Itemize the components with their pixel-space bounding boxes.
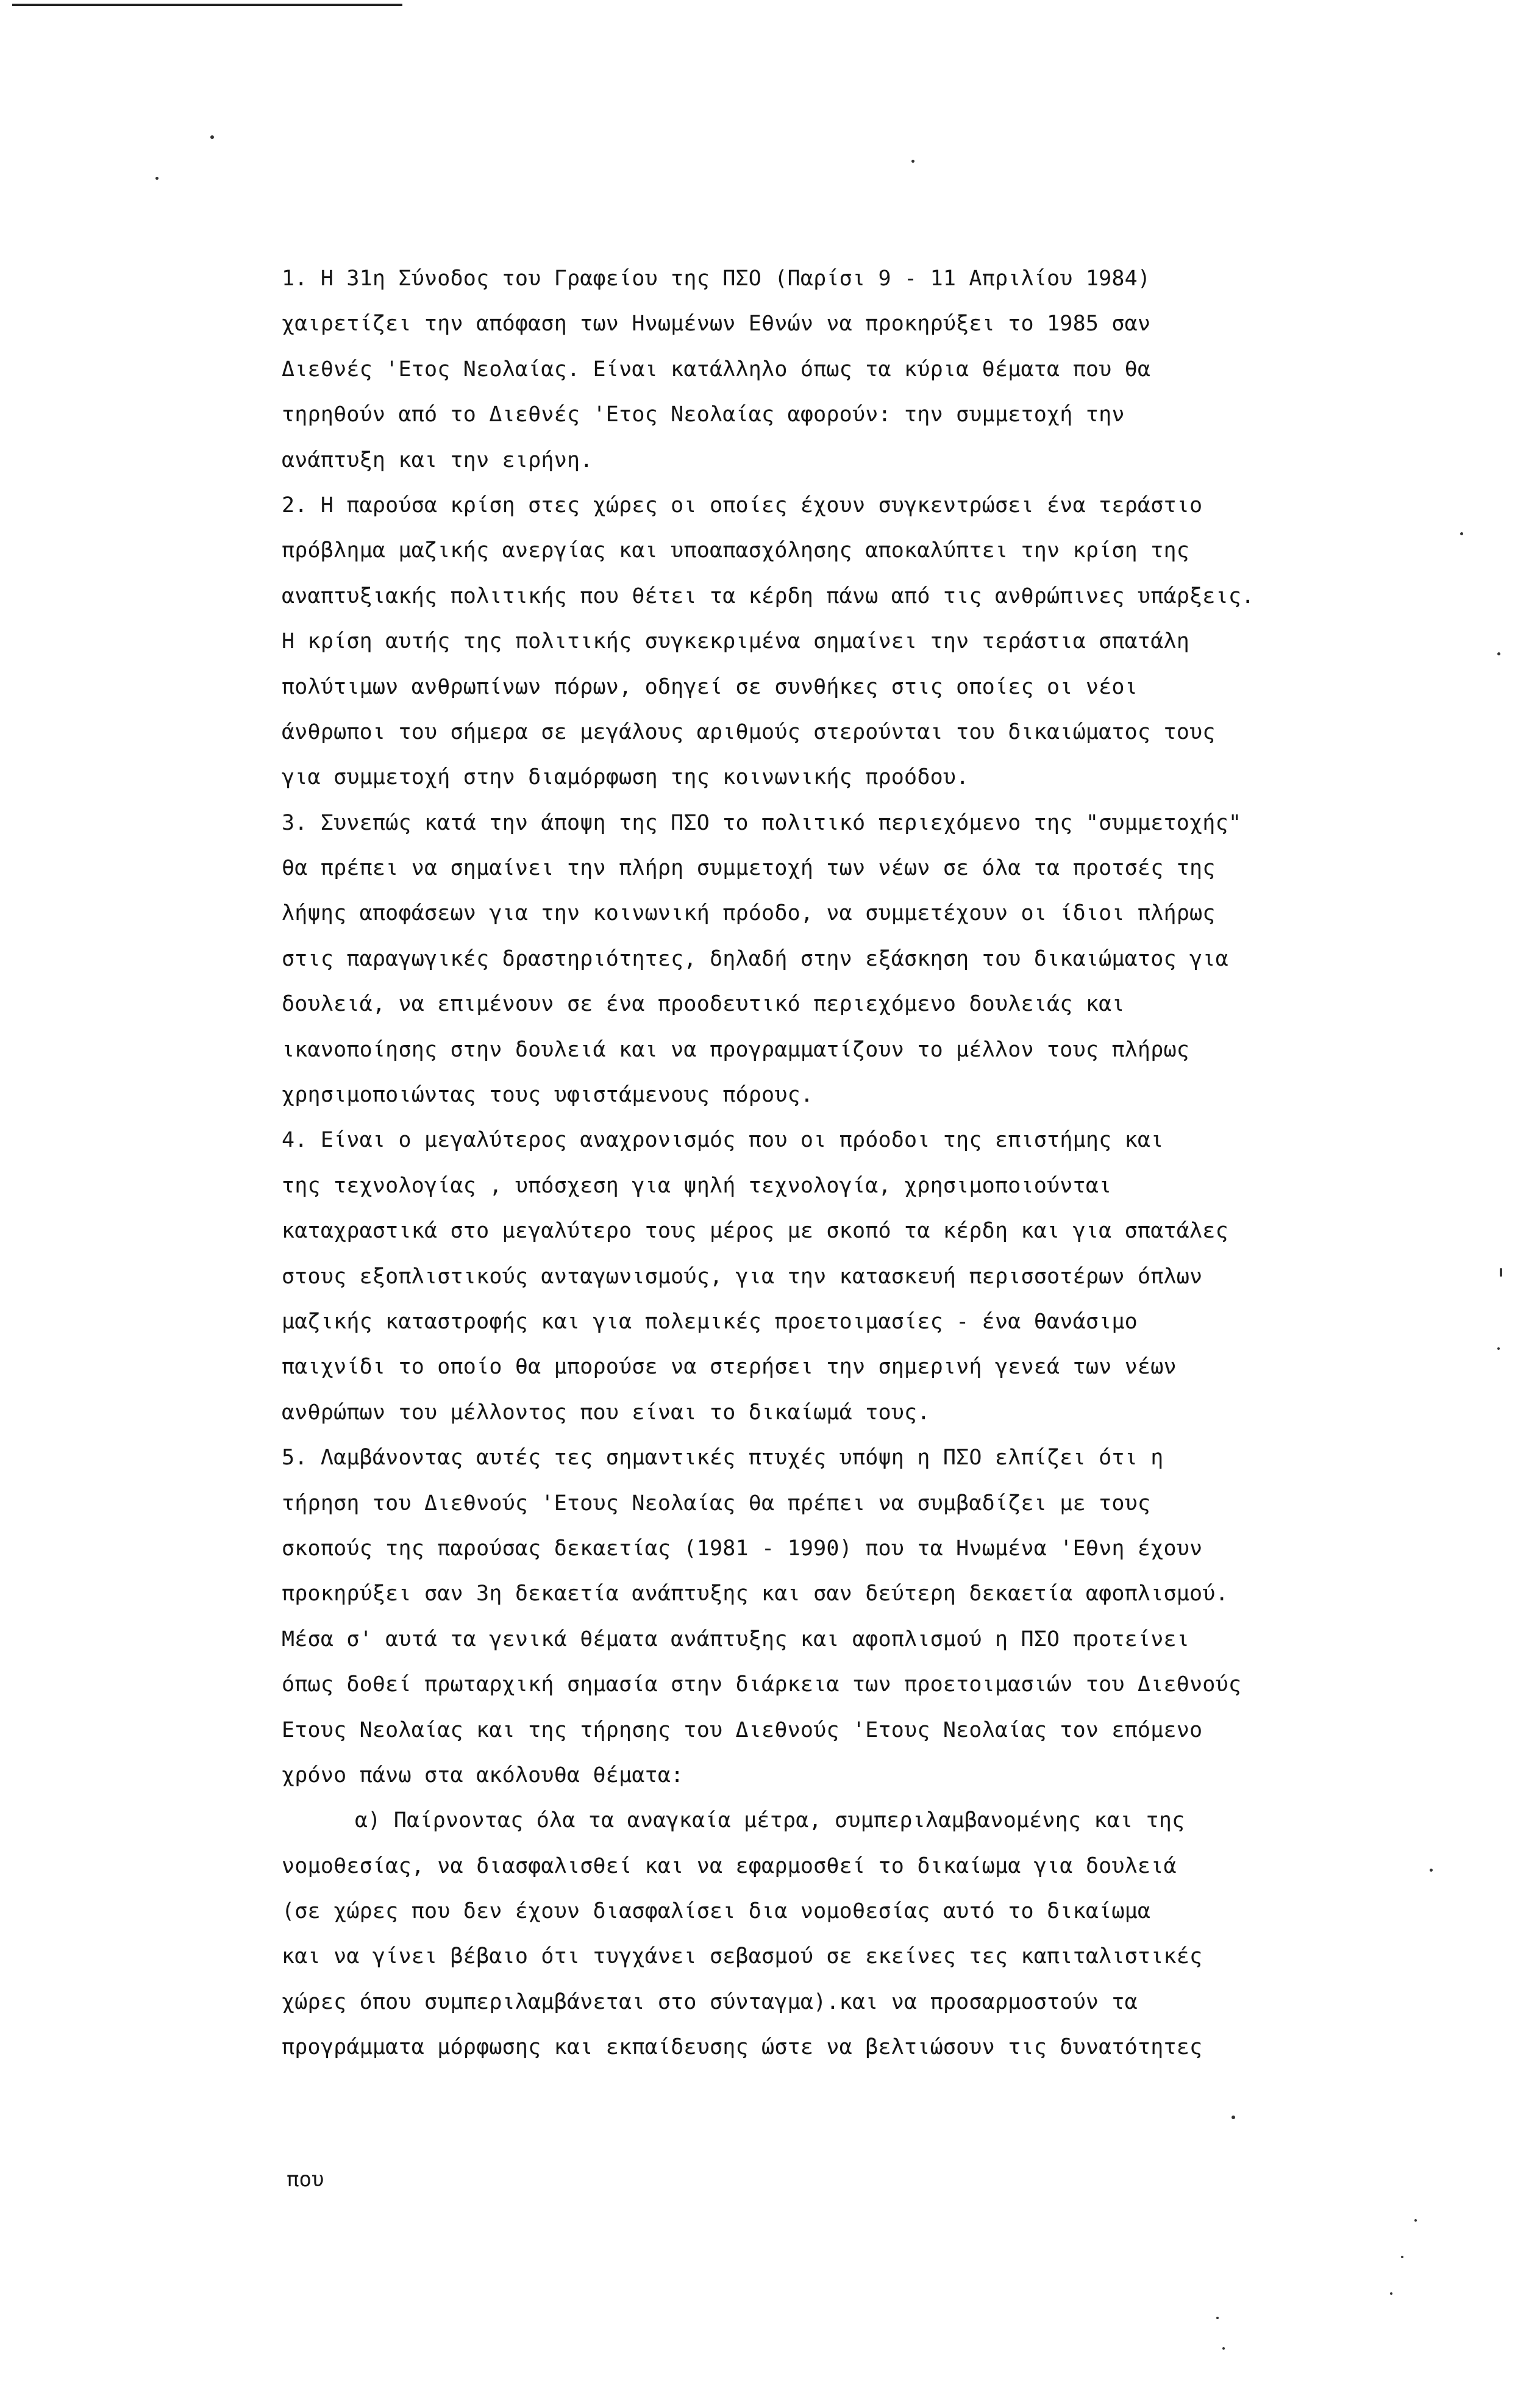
text-line: μαζικής καταστροφής και για πολεμικές προετοιμασίες - ένα θανάσιμο xyxy=(282,1309,1138,1334)
text-line: δουλειά, να επιμένουν σε ένα προοδευτικό περιεχόμενο δουλειάς και xyxy=(282,992,1125,1017)
text-line: τήρηση του Διεθνούς 'Ετους Νεολαίας θα πρέπει να συμβαδίζει με τους xyxy=(282,1491,1151,1516)
text-line: χώρες όπου συμπεριλαμβάνεται στο σύνταγμα).και να προσαρμοστούν τα xyxy=(282,1989,1138,2014)
text-line: στις παραγωγικές δραστηριότητες, δηλαδή στην εξάσκηση του δικαιώματος για xyxy=(282,946,1228,971)
text-line: ανθρώπων του μέλλοντος που είναι το δικαίωμά τους. xyxy=(282,1400,930,1425)
scan-speck xyxy=(1232,2116,1235,2119)
text-line: (σε χώρες που δεν έχουν διασφαλίσει δια νομοθεσίας αυτό το δικαίωμα xyxy=(282,1899,1151,1924)
text-line: Ετους Νεολαίας και της τήρησης του Διεθνούς 'Ετους Νεολαίας τον επόμενο xyxy=(282,1717,1203,1742)
text-line: καταχραστικά στο μεγαλύτερο τους μέρος με σκοπό τα κέρδη και για σπατάλες xyxy=(282,1219,1228,1244)
text-line: θα πρέπει να σημαίνει την πλήρη συμμετοχή των νέων σε όλα τα προτσές της xyxy=(282,856,1216,881)
text-line: νομοθεσίας, να διασφαλισθεί και να εφαρμοσθεί το δικαίωμα για δουλειά xyxy=(282,1853,1177,1878)
continuation-mark: που xyxy=(287,2167,324,2192)
text-line: σκοπούς της παρούσας δεκαετίας (1981 - 1990) που τα Ηνωμένα 'Εθνη έχουν xyxy=(282,1536,1203,1561)
scan-speck xyxy=(1414,2219,1417,2222)
scan-speck xyxy=(210,135,214,139)
text-line: 5. Λαμβάνοντας αυτές τες σημαντικές πτυχές υπόψη η ΠΣΟ ελπίζει ότι η xyxy=(282,1446,1164,1471)
text-line: προκηρύξει σαν 3η δεκαετία ανάπτυξης και σαν δεύτερη δεκαετία αφοπλισμού. xyxy=(282,1581,1228,1606)
text-line: χαιρετίζει την απόφαση των Ηνωμένων Εθνών να προκηρύξει το 1985 σαν xyxy=(282,312,1151,337)
top-rule xyxy=(12,4,402,6)
text-line: της τεχνολογίας , υπόσχεση για ψηλή τεχνολογία, χρησιμοποιούνται xyxy=(282,1173,1112,1198)
text-line: Μέσα σ' αυτά τα γενικά θέματα ανάπτυξης και αφοπλισμού η ΠΣΟ προτείνει xyxy=(282,1627,1190,1652)
text-line: 4. Είναι ο μεγαλύτερος αναχρονισμός που οι πρόοδοι της επιστήμης και xyxy=(282,1128,1164,1153)
text-line: 1. Η 31η Σύνοδος του Γραφείου της ΠΣΟ (Παρίσι 9 - 11 Απριλίου 1984) xyxy=(282,266,1151,291)
text-line: όπως δοθεί πρωταρχική σημασία στην διάρκεια των προετοιμασιών του Διεθνούς xyxy=(282,1672,1242,1697)
scan-speck xyxy=(911,160,914,163)
text-line: προγράμματα μόρφωσης και εκπαίδευσης ώστε να βελτιώσουν τις δυνατότητες xyxy=(282,2035,1203,2060)
text-line: 3. Συνεπώς κατά την άποψη της ΠΣΟ το πολιτικό περιεχόμενο της "συμμετοχής" xyxy=(282,810,1242,835)
text-line: ικανοποίησης στην δουλειά και να προγραμματίζουν το μέλλον τους πλήρως xyxy=(282,1037,1190,1062)
scan-speck xyxy=(1460,532,1463,535)
scan-speck xyxy=(1430,1869,1433,1872)
scan-speck xyxy=(1497,1347,1500,1350)
text-line: α) Παίρνοντας όλα τα αναγκαία μέτρα, συμπεριλαμβανομένης και της xyxy=(355,1808,1185,1833)
text-line: ανάπτυξη και την ειρήνη. xyxy=(282,447,593,472)
text-line: άνθρωποι του σήμερα σε μεγάλους αριθμούς στερούνται του δικαιώματος τους xyxy=(282,719,1216,744)
text-line: στους εξοπλιστικούς ανταγωνισμούς, για την κατασκευή περισσοτέρων όπλων xyxy=(282,1264,1203,1289)
document-body xyxy=(282,256,1440,2070)
text-line: για συμμετοχή στην διαμόρφωση της κοινωνικής προόδου. xyxy=(282,765,969,790)
scan-speck xyxy=(1390,2292,1392,2295)
scan-speck xyxy=(1401,2256,1403,2258)
text-line: αναπτυξιακής πολιτικής που θέτει τα κέρδη πάνω από τις ανθρώπινες υπάρξεις. xyxy=(282,583,1255,608)
text-line: χρησιμοποιώντας τους υφιστάμενους πόρους. xyxy=(282,1083,814,1108)
scan-speck xyxy=(1222,2347,1225,2350)
text-line: χρόνο πάνω στα ακόλουθα θέματα: xyxy=(282,1763,684,1788)
text-line: Η κρίση αυτής της πολιτικής συγκεκριμένα σημαίνει την τεράστια σπατάλη xyxy=(282,629,1190,654)
text-line: 2. Η παρούσα κρίση στες χώρες οι οποίες έχουν συγκεντρώσει ένα τεράστιο xyxy=(282,493,1203,518)
text-line: λήψης αποφάσεων για την κοινωνική πρόοδο, να συμμετέχουν οι ίδιοι πλήρως xyxy=(282,901,1216,926)
text-line: πολύτιμων ανθρωπίνων πόρων, οδηγεί σε συνθήκες στις οποίες οι νέοι xyxy=(282,674,1138,699)
text-line: τηρηθούν από το Διεθνές 'Ετος Νεολαίας αφορούν: την συμμετοχή την xyxy=(282,402,1125,427)
text-line: και να γίνει βέβαιο ότι τυγχάνει σεβασμού σε εκείνες τες καπιταλιστικές xyxy=(282,1944,1203,1969)
scan-speck xyxy=(1216,2317,1219,2319)
text-line: πρόβλημα μαζικής ανεργίας και υποαπασχόλησης αποκαλύπτει την κρίση της xyxy=(282,538,1190,563)
scan-speck xyxy=(1497,652,1500,655)
scan-speck xyxy=(155,177,159,180)
text-line: παιχνίδι το οποίο θα μπορούσε να στερήσει την σημερινή γενεά των νέων xyxy=(282,1355,1177,1380)
text-line: Διεθνές 'Ετος Νεολαίας. Είναι κατάλληλο όπως τα κύρια θέματα που θα xyxy=(282,357,1151,382)
scan-speck xyxy=(1500,1268,1502,1277)
